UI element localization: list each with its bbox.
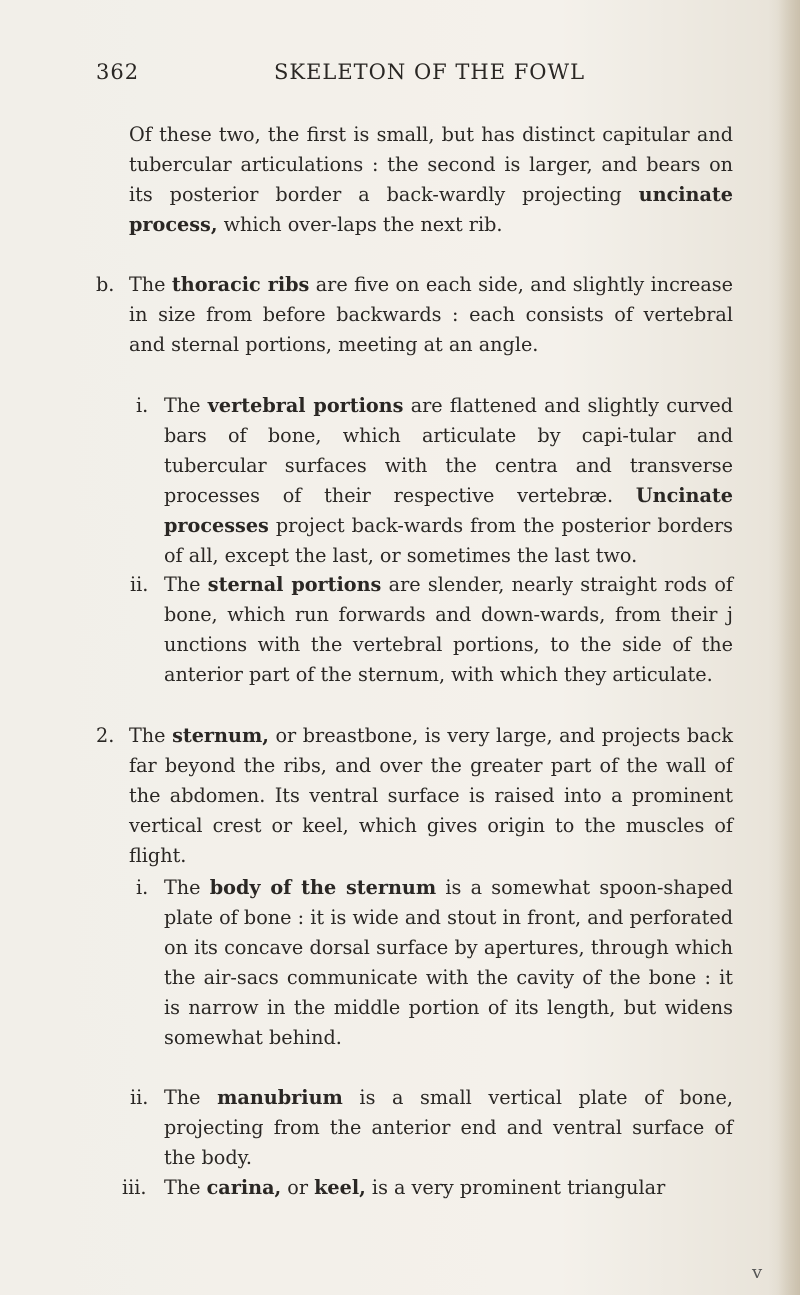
footer-mark: v [752, 1262, 763, 1283]
bold-term: sternum, [172, 724, 269, 747]
bold-term: vertebral portions [207, 394, 404, 417]
bold-term: sternal portions [207, 573, 382, 596]
paragraph-2-ii [130, 1083, 733, 1173]
text-run: The [164, 394, 208, 417]
text-run: is a very prominent triangular [365, 1176, 666, 1199]
text-run: project back-wards from the posterior borders of all, except the last, or sometimes the last two. [164, 513, 733, 567]
paragraph-label: ii. [130, 573, 149, 596]
paragraph-intro [129, 120, 733, 240]
bold-term: body of the sternum [209, 876, 437, 899]
bold-term: Uncinate processes [164, 483, 733, 537]
text-run: The [164, 1176, 207, 1199]
paragraph-2-iii [122, 1173, 733, 1203]
text-run: or [281, 1176, 315, 1199]
bold-term: manubrium [217, 1086, 343, 1109]
paragraph-2-i [136, 873, 733, 1052]
text-run: The [129, 273, 172, 296]
text-run: The [164, 876, 210, 899]
text-run: is a somewhat spoon-shaped plate of bone : it is wide and stout in front, and perforated on its concave dorsal surface by apertures, through which the air-sacs communicate with the cavity of the bone : it is narrow in the middle portion of its length, but widens somewhat behind. [164, 876, 733, 1049]
text-run: Of these two, the first is small, but has distinct capitular and tubercular articulations : the second is larger, and bears on its posterior border a back-wardly projecting [129, 123, 733, 206]
text-run: The [164, 573, 208, 596]
text-run: The [164, 1086, 218, 1109]
paragraph-label: i. [136, 394, 149, 417]
paragraph-2 [96, 721, 733, 871]
text-run: are five on each side, and slightly increase in size from before backwards : each consists of vertebral and sternal portions, meeting at an angle. [129, 273, 733, 356]
paragraph-b-i [136, 391, 733, 570]
page-number: 362 [96, 60, 140, 84]
paragraph-b-ii [130, 570, 733, 690]
text-run: or breastbone, is very large, and projects back far beyond the ribs, and over the greater part of the wall of the abdomen. Its ventral surface is raised into a prominent vertical crest or keel, which gives origin to the muscles of flight. [129, 724, 733, 867]
text-run: are flattened and slightly curved bars of bone, which articulate by capi-tular and tubercular surfaces with the centra and transverse processes of their respective vertebræ. [164, 394, 733, 507]
running-header [96, 60, 740, 90]
paragraph-label: ii. [130, 1086, 149, 1109]
running-title: SKELETON OF THE FOWL [274, 60, 586, 84]
paragraph-label: iii. [122, 1176, 147, 1199]
paragraph-b [96, 270, 733, 360]
bold-term: thoracic ribs [171, 273, 310, 296]
text-run: is a small vertical plate of bone, projecting from the anterior end and ventral surface of the body. [164, 1086, 733, 1169]
paragraph-label: b. [96, 273, 115, 296]
text-run: The [129, 724, 173, 747]
paragraph-label: i. [136, 876, 149, 899]
text-run: are slender, nearly straight rods of bone, which run forwards and down-wards, from their j unctions with the vertebral portions, to the side of the anterior part of the sternum, with which they articulate. [164, 573, 733, 686]
paragraph-label: 2. [96, 724, 115, 747]
text-run: which over-laps the next rib. [217, 212, 503, 236]
bold-term: keel, [314, 1176, 366, 1199]
bold-term: carina, [206, 1176, 282, 1199]
bold-term: uncinate process, [129, 182, 733, 236]
page-edge-shadow [778, 0, 800, 1295]
